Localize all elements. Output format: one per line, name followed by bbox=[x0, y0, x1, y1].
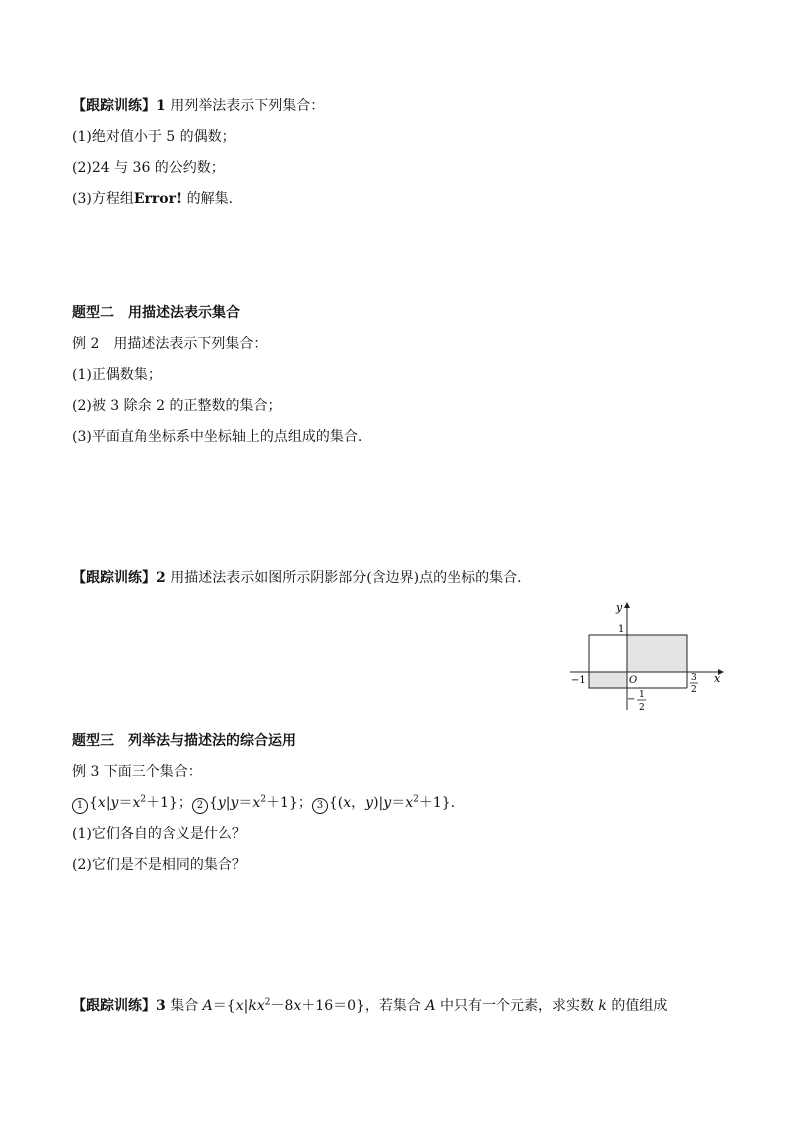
track1-item-2: (2)24 与 36 的公约数； bbox=[72, 160, 225, 176]
type3-title: 题型三 列举法与描述法的综合运用 bbox=[72, 733, 296, 749]
track3-heading: 【跟踪训练】3 集合 $A=\{x|kx^2-8x+16=0\}$，若集合 A 中只有一个元素，求实数 k 的值组成 bbox=[72, 997, 668, 1014]
track1-number: 1 bbox=[156, 98, 166, 114]
example2: 例 2 用描述法表示下列集合： bbox=[72, 336, 268, 352]
track1-item-1: (1)绝对值小于 5 的偶数； bbox=[72, 129, 236, 145]
example3: 例 3 下面三个集合： bbox=[72, 764, 202, 780]
track2-text: 用描述法表示如图所示阴影部分(含边界)点的坐标的集合. bbox=[170, 570, 522, 586]
shaded-region-bottom bbox=[589, 672, 627, 688]
example2-item-1: (1)正偶数集； bbox=[72, 367, 162, 383]
example2-item-3: (3)平面直角坐标系中坐标轴上的点组成的集合. bbox=[72, 429, 363, 445]
x-tick-left: −1 bbox=[571, 675, 586, 686]
x-tick-right-num: 3 bbox=[691, 673, 697, 683]
track3-number: 3 bbox=[156, 998, 166, 1014]
track1-text: 用列举法表示下列集合： bbox=[170, 98, 325, 114]
circle-number-3: 3 bbox=[312, 798, 328, 814]
track2-heading bbox=[72, 569, 522, 587]
x-axis-label: x bbox=[714, 672, 721, 685]
y-tick-bottom-den: 2 bbox=[639, 703, 645, 713]
example3-sets: 1 $\{x|y=x^2+1\}$； 2 $\{y|y=x^2+1\}$； 3 {(x，$y)|y=x^2+1$}. bbox=[72, 794, 455, 814]
error-field: Error! bbox=[133, 191, 183, 207]
track3-label: 【跟踪训练】 bbox=[72, 998, 156, 1014]
shaded-region-top bbox=[627, 635, 687, 672]
track1-item-3-post: 的解集. bbox=[182, 191, 234, 207]
example2-item-2: (2)被 3 除余 2 的正整数的集合； bbox=[72, 398, 282, 414]
type2-title: 题型二 用描述法表示集合 bbox=[72, 305, 240, 321]
y-axis-label: y bbox=[616, 601, 623, 614]
track1-heading bbox=[72, 97, 324, 115]
y-tick-bottom-sign: − bbox=[627, 694, 636, 705]
circle-number-2: 2 bbox=[192, 798, 208, 814]
x-tick-right-den: 2 bbox=[691, 685, 697, 695]
y-tick-bottom-num: 1 bbox=[639, 690, 645, 700]
track1-label: 【跟踪训练】 bbox=[72, 98, 156, 114]
example3-item-1: (1)它们各自的含义是什么？ bbox=[72, 826, 246, 842]
example3-item-2: (2)它们是不是相同的集合？ bbox=[72, 857, 246, 873]
track1-item-3-pre: (3)方程组 bbox=[72, 191, 134, 207]
y-tick-top: 1 bbox=[618, 624, 625, 635]
track2-label: 【跟踪训练】 bbox=[72, 570, 156, 586]
track2-number: 2 bbox=[156, 570, 166, 586]
origin-label: O bbox=[629, 675, 638, 686]
track1-item-3 bbox=[72, 190, 233, 208]
shaded-region-figure bbox=[560, 598, 730, 718]
circle-number-1: 1 bbox=[72, 798, 88, 814]
